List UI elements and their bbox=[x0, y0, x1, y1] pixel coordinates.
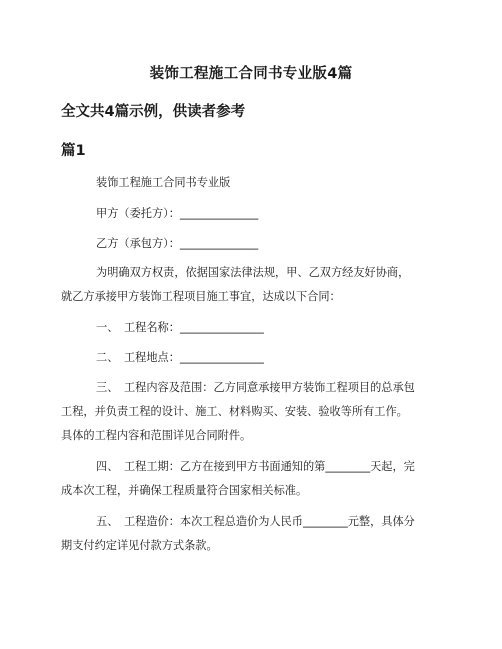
clause-3-line-2: 工程，并负责工程的设计、施工、材料购买、安装、验收等所有工作。 bbox=[61, 405, 408, 418]
party-a-line: 甲方（委托方）：______________ bbox=[96, 207, 259, 220]
clause-4-line-1: 四、 工程工期：乙方在接到甲方书面通知的第________天起，完 bbox=[96, 460, 415, 473]
clause-4-line-2: 成本次工程，并确保工程质量符合国家相关标准。 bbox=[61, 484, 308, 497]
section-heading: 篇1 bbox=[61, 143, 86, 159]
clause-5-line-1: 五、 工程造价：本次工程总造价为人民币________元整，具体分 bbox=[96, 515, 415, 528]
clause-5-line-2: 期支付约定详见付款方式条款。 bbox=[61, 539, 218, 552]
document-title: 装饰工程施工合同书专业版4篇 bbox=[149, 66, 353, 82]
preamble-line-2: 就乙方承接甲方装饰工程项目施工事宜，达成以下合同： bbox=[61, 290, 341, 303]
document-subtitle: 全文共4篇示例，供读者参考 bbox=[61, 104, 246, 120]
clause-3-line-3: 具体的工程内容和范围详见合同附件。 bbox=[61, 429, 252, 442]
preamble-line-1: 为明确双方权责，依据国家法律法规，甲、乙双方经友好协商， bbox=[96, 266, 410, 279]
clause-2-project-location: 二、 工程地点：_______________ bbox=[96, 351, 264, 364]
party-b-line: 乙方（承包方）：______________ bbox=[96, 237, 259, 250]
contract-heading: 装饰工程施工合同书专业版 bbox=[96, 176, 231, 189]
clause-1-project-name: 一、 工程名称：_______________ bbox=[96, 321, 264, 334]
clause-3-line-1: 三、 工程内容及范围：乙方同意承接甲方装饰工程项目的总承包 bbox=[96, 381, 415, 394]
